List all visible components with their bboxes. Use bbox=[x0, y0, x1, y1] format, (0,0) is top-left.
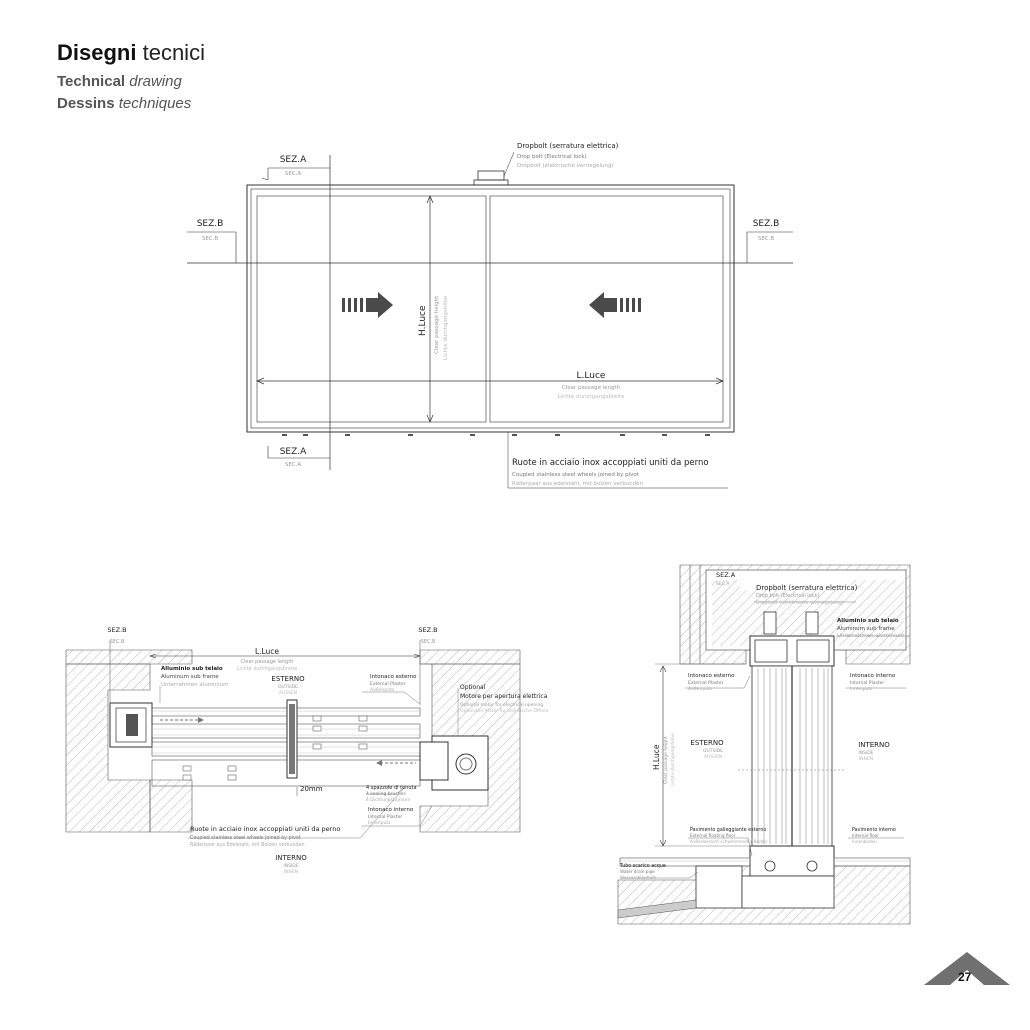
plan-alu-it: Alluminio sub telaio bbox=[161, 666, 223, 672]
plan-motor-en: Optional motor for electrical opening bbox=[460, 703, 544, 708]
elev-sez-b-left: SEZ.B bbox=[196, 219, 224, 229]
elev-sec-b-right: SEC.B bbox=[757, 236, 775, 242]
section-dropbolt-it: Dropbolt (serratura elettrica) bbox=[756, 584, 858, 592]
left-wall bbox=[66, 664, 150, 832]
section-interno-en: INSIDE bbox=[858, 751, 874, 756]
elev-dropbolt-it: Dropbolt (serratura elettrica) bbox=[517, 142, 619, 150]
plan-interno: INTERNO bbox=[275, 854, 307, 862]
section-tubo-it: Tubo scarico acque bbox=[620, 864, 666, 869]
section-intonaco-ext-de: Außenputz bbox=[688, 687, 713, 692]
elev-lluce-de: Lichte durchgangsbreite bbox=[557, 394, 625, 400]
plan-esterno-de: AUSSEN bbox=[278, 691, 298, 696]
elev-sez-a-top: SEZ.A bbox=[279, 155, 307, 165]
track-upper bbox=[152, 708, 420, 716]
plan-arrow-left-icon bbox=[376, 760, 382, 766]
plan-interno-de: INNEN bbox=[283, 870, 299, 875]
section-intonaco-int-de: Innenputz bbox=[850, 687, 873, 692]
section-dropbolt-de: Dropbolt (elektrische verriegelung) bbox=[756, 600, 844, 606]
elev-lluce-en: Clear passage length bbox=[561, 385, 621, 391]
plan-motor-it: Motore per apertura elettrica bbox=[460, 693, 548, 700]
subtitle-en-rest: drawing bbox=[129, 73, 182, 90]
wall-top-strip-left bbox=[66, 650, 192, 664]
plan-wheels-de: Räderpaar aus Edelstahl, mit Bolzen verbunden bbox=[190, 843, 305, 848]
title-rest: tecnici bbox=[142, 40, 205, 65]
plan-alu-de: Unterrahmen aluminium bbox=[161, 682, 229, 688]
wheel-icon bbox=[807, 861, 817, 871]
elev-sez-b-right: SEZ.B bbox=[752, 219, 780, 229]
section-pav-ext-it: Pavimento galleggiante esterno bbox=[690, 828, 767, 833]
plan-wheels-it: Ruote in acciaio inox accoppiati uniti da perno bbox=[190, 825, 341, 833]
plan-lluce-en: Clear passage length bbox=[240, 659, 294, 665]
plan-arrow-right-icon bbox=[198, 717, 204, 723]
door-inner-frame bbox=[251, 189, 730, 428]
section-pav-int-de: Innenboden bbox=[852, 839, 877, 844]
elev-hluce-en: Clear passage height bbox=[434, 295, 440, 354]
plan-sec-b-right: SEC.B bbox=[420, 639, 436, 645]
plan-intonaco-int-en: Internal Plaster bbox=[368, 815, 403, 820]
section-sez-a: SEZ.A bbox=[716, 571, 736, 579]
plan-lluce-de: Lichte durchgangsbreite bbox=[236, 666, 298, 672]
section-sec-a: SEC.A bbox=[716, 582, 730, 587]
elev-wheels-de: Räderpaar aus edelstahl, mit bolzen verbunden bbox=[512, 481, 644, 487]
plan-esterno: ESTERNO bbox=[271, 675, 305, 683]
elev-wheels-it: Ruote in acciaio inox accoppiati uniti da perno bbox=[512, 458, 709, 468]
plan-interno-en: INSIDE bbox=[283, 864, 299, 869]
section-tubo-de: Wasserablaufrohr bbox=[620, 875, 657, 880]
subtitle-fr-bold: Dessins bbox=[57, 95, 115, 112]
door-outer-frame bbox=[247, 185, 734, 432]
drain-pipe bbox=[696, 866, 742, 908]
section-hluce: H.Luce bbox=[652, 744, 661, 770]
wall-top-strip-right bbox=[420, 650, 520, 664]
section-alu-it: Alluminio sub telaio bbox=[837, 618, 899, 624]
section-interno-de: INNEN bbox=[858, 757, 874, 762]
elev-hluce-de: Lichte durchgangshöhe bbox=[443, 295, 449, 360]
plan-intonaco-int-de: Innenputz bbox=[368, 821, 391, 826]
section-interno: INTERNO bbox=[858, 741, 890, 749]
section-tubo-en: Water drain pipe bbox=[620, 869, 655, 874]
section-hluce-de: Lichte durchgangshöhe bbox=[671, 733, 676, 786]
leaf-outer bbox=[152, 724, 420, 738]
elev-lluce: L.Luce bbox=[576, 371, 606, 381]
section-esterno-en: OUTSIDE bbox=[702, 749, 724, 754]
section-pav-int-it: Pavimento interno bbox=[852, 828, 896, 833]
plan-intonaco-ext-it: Intonaco esterno bbox=[370, 674, 417, 680]
plan-lluce: L.Luce bbox=[254, 647, 280, 656]
title-bold: Disegni bbox=[57, 40, 137, 65]
plan-sez-b-right: SEZ.B bbox=[418, 626, 438, 634]
plan-alu-en: Aluminum sub frame bbox=[161, 674, 219, 680]
arrow-right-icon bbox=[342, 292, 393, 318]
section-intonaco-int-it: Intonaco interno bbox=[850, 673, 896, 679]
elev-dropbolt-de: Dropbolt (elektrische verriegelung) bbox=[517, 163, 614, 169]
elevation-drawing bbox=[187, 152, 793, 488]
plan-spazzole-it: 4 spazzole di tenuta bbox=[366, 785, 417, 791]
plan-dim-20mm: 20mm bbox=[300, 785, 323, 793]
elev-dropbolt-en: Drop bolt (Electrical lock) bbox=[517, 154, 587, 160]
page-number: 27 bbox=[958, 970, 972, 984]
section-dropbolt-en: Drop bolt (Electrical lock) bbox=[756, 593, 820, 599]
plan-spazzole-en: 4 sealing brushes bbox=[366, 792, 406, 797]
plan-wheels-en: Coupled stainless steel wheels joined by pivot bbox=[190, 836, 301, 841]
section-pav-ext-en: External floating floor bbox=[690, 833, 736, 838]
elev-sec-a-bottom: SEC.A bbox=[284, 462, 302, 468]
plan-sez-b-left: SEZ.B bbox=[107, 626, 127, 634]
dropbolt-symbol bbox=[478, 171, 504, 180]
section-intonaco-int-en: Internal Plaster bbox=[850, 681, 885, 686]
plan-intonaco-ext-de: Außenputz bbox=[370, 688, 395, 693]
plan-sec-b-left: SEC.B bbox=[109, 639, 125, 645]
elev-wheels-en: Coupled stainless steel wheels joined by pivot bbox=[512, 472, 639, 478]
plan-esterno-en: OUTSIDE bbox=[277, 685, 299, 690]
subtitle-fr-rest: techniques bbox=[118, 95, 192, 112]
plan-motor-de: Optionaler Motor für elektrische Öffnen bbox=[460, 709, 549, 714]
bottom-rail-profile bbox=[750, 846, 834, 876]
wheel-icon bbox=[765, 861, 775, 871]
plan-intonaco-ext-en: External Plaster bbox=[370, 682, 406, 687]
elev-sec-b-left: SEC.B bbox=[201, 236, 219, 242]
section-hluce-en: Clear passage height bbox=[664, 736, 669, 784]
internal-floor bbox=[834, 858, 910, 866]
subtitle-en-bold: Technical bbox=[57, 73, 126, 90]
motor-icon bbox=[456, 754, 476, 774]
elev-sez-a-bottom: SEZ.A bbox=[279, 447, 307, 457]
section-pav-ext-de: Außenbereich schwimmender Boden bbox=[690, 839, 768, 844]
section-pav-int-en: Internal floor bbox=[852, 833, 879, 838]
elev-sec-a-top: SEC.A bbox=[284, 171, 302, 177]
bottom-wheel-marks bbox=[282, 434, 710, 436]
leaf-inner bbox=[152, 742, 420, 756]
arrow-left-icon bbox=[589, 292, 641, 318]
plan-intonaco-int-it: Intonaco interno bbox=[368, 807, 414, 813]
section-esterno-de: AUSSEN bbox=[703, 755, 723, 760]
section-alu-en: Aluminum sub frame bbox=[837, 626, 895, 632]
section-intonaco-ext-it: Intonaco esterno bbox=[688, 673, 735, 679]
section-esterno: ESTERNO bbox=[690, 739, 724, 747]
section-intonaco-ext-en: External Plaster bbox=[688, 681, 724, 686]
section-alu-de: Unterrahmen aluminium bbox=[837, 633, 905, 639]
plan-spazzole-de: 4 Dichtungsbürsten bbox=[366, 798, 411, 803]
elev-hluce: H.Luce bbox=[418, 305, 428, 336]
plan-optional: Optional bbox=[460, 684, 486, 691]
